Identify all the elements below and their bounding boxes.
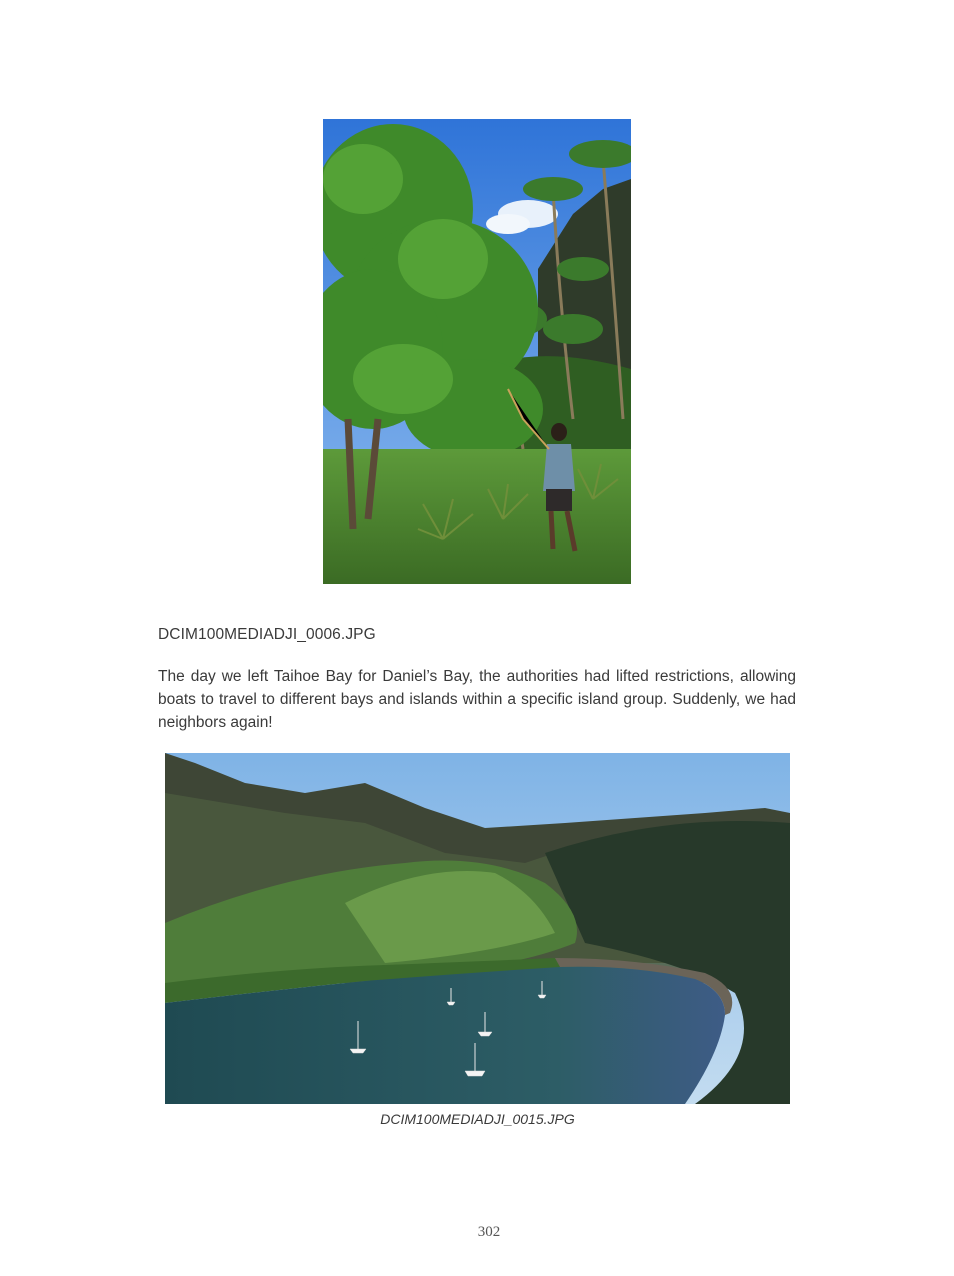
bay-aerial-photo xyxy=(165,753,790,1104)
garden-photo xyxy=(323,119,631,584)
page-number: 302 xyxy=(477,1224,501,1240)
body-paragraph: The day we left Taihoe Bay for Daniel’s Bay, the authorities had lifted restrictions, allowing boats to travel to different bays and islands within a specific island group. Suddenly, we had neighbors again! xyxy=(158,668,796,731)
garden-photo-image xyxy=(323,119,631,584)
figure-caption-top: DCIM100MEDIADJI_0006.JPG xyxy=(158,626,376,643)
figure-caption-bottom: DCIM100MEDIADJI_0015.JPG xyxy=(380,1111,575,1127)
bay-aerial-photo-image xyxy=(165,753,790,1104)
